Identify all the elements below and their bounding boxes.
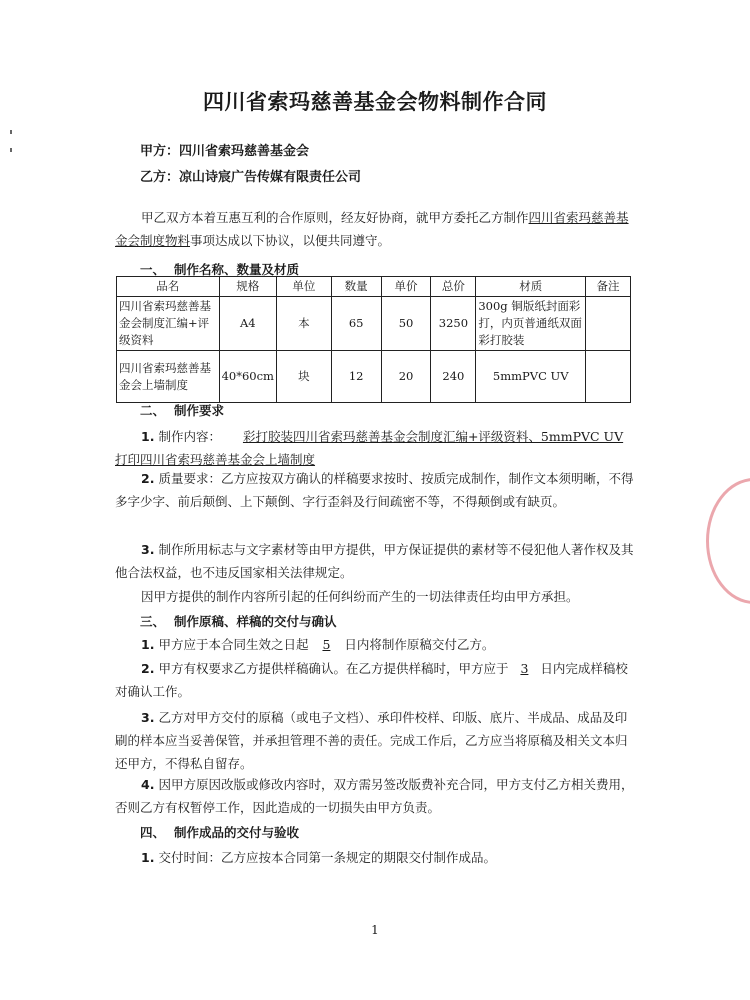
intro-suffix: 事项达成以下协议，以便共同遵守。 <box>190 233 391 248</box>
section-2-heading: 二、 制作要求 <box>140 403 225 418</box>
table-header: 品名 <box>117 277 220 297</box>
section-1-heading: 一、 制作名称、数量及材质 <box>140 262 300 277</box>
party-a: 甲方：四川省索玛慈善基金会 <box>140 144 310 159</box>
table-cell: 300g 铜版纸封面彩打，内页普通纸双面彩打胶装 <box>476 297 586 351</box>
table-row <box>117 351 631 403</box>
seal-stamp <box>706 478 750 604</box>
table-header: 材质 <box>476 277 586 297</box>
section-3-item-1: 1. 甲方应于本合同生效之日起 5 日内将制作原稿交付乙方。 <box>141 637 495 652</box>
intro-subject: 四川省索玛慈善基金会制度物料 <box>115 210 629 248</box>
section-2-note: 因甲方提供的制作内容所引起的任何纠纷而产生的一切法律责任均由甲方承担。 <box>141 589 579 604</box>
table-cell: 40*60cm <box>219 351 276 403</box>
spec-table <box>116 276 631 403</box>
table-header: 规格 <box>219 277 276 297</box>
table-cell: 四川省索玛慈善基金会上墙制度 <box>117 351 220 403</box>
party-b: 乙方：凉山诗宸广告传媒有限责任公司 <box>140 170 362 185</box>
table-header-row <box>117 277 631 297</box>
table-cell: 12 <box>331 351 381 403</box>
table-cell: 四川省索玛慈善基金会制度汇编+评级资料 <box>117 297 220 351</box>
section-2-item-3: 3. 制作所用标志与文字素材等由甲方提供，甲方保证提供的素材等不侵犯他人著作权及其他合法权益，也不违反国家相关法律规定。 <box>115 542 634 580</box>
section-4-heading: 四、 制作成品的交付与验收 <box>140 825 300 840</box>
table-cell: 本 <box>276 297 331 351</box>
page-title: 四川省索玛慈善基金会物料制作合同 <box>203 90 547 114</box>
section-2-item-1: 1. 制作内容： 彩打胶装四川省索玛慈善基金会制度汇编+评级资料、5mmPVC UV 打印四川省索玛慈善基金会上墙制度 <box>115 429 624 467</box>
table-cell: 65 <box>331 297 381 351</box>
section-4-item-1: 1. 交付时间：乙方应按本合同第一条规定的期限交付制作成品。 <box>141 850 496 865</box>
scan-mark <box>10 130 12 134</box>
table-cell <box>586 297 631 351</box>
section-2-item-2: 2. 质量要求：乙方应按双方确认的样稿要求按时、按质完成制作，制作文本须明晰，不得多字少字、前后颠倒、上下颠倒、字行歪斜及行间疏密不等，不得颠倒或有缺页。 <box>115 471 634 509</box>
section-3-item-4: 4. 因甲方原因改版或修改内容时，双方需另签改版费补充合同，甲方支付乙方相关费用，否则乙方有权暂停工作，因此造成的一切损失由甲方负责。 <box>115 777 634 815</box>
table-row <box>117 297 631 351</box>
section-3-heading: 三、 制作原稿、样稿的交付与确认 <box>140 614 337 629</box>
table-header: 数量 <box>331 277 381 297</box>
section-3-item-3: 3. 乙方对甲方交付的原稿（或电子文档）、承印件校样、印版、底片、半成品、成品及印刷的样本应当妥善保管，并承担管理不善的责任。完成工作后，乙方应当将原稿及相关文本归还甲方，不得私自留存。 <box>115 710 628 771</box>
table-cell: 5mmPVC UV <box>476 351 586 403</box>
table-header: 备注 <box>586 277 631 297</box>
intro-paragraph <box>115 206 635 252</box>
scan-mark <box>10 148 12 152</box>
table-cell: A4 <box>219 297 276 351</box>
table-cell: 240 <box>431 351 476 403</box>
table-header: 总价 <box>431 277 476 297</box>
table-header: 单价 <box>381 277 431 297</box>
table-cell <box>586 351 631 403</box>
table-header: 单位 <box>276 277 331 297</box>
intro-prefix: 甲乙双方本着互惠互利的合作原则，经友好协商，就甲方委托乙方制作 <box>141 210 529 225</box>
table-cell: 块 <box>276 351 331 403</box>
table-cell: 3250 <box>431 297 476 351</box>
table-cell: 20 <box>381 351 431 403</box>
table-cell: 50 <box>381 297 431 351</box>
section-3-item-2: 2. 甲方有权要求乙方提供样稿确认。在乙方提供样稿时，甲方应于 3 日内完成样稿校对确认工作。 <box>115 661 628 699</box>
page-number: 1 <box>371 923 379 937</box>
